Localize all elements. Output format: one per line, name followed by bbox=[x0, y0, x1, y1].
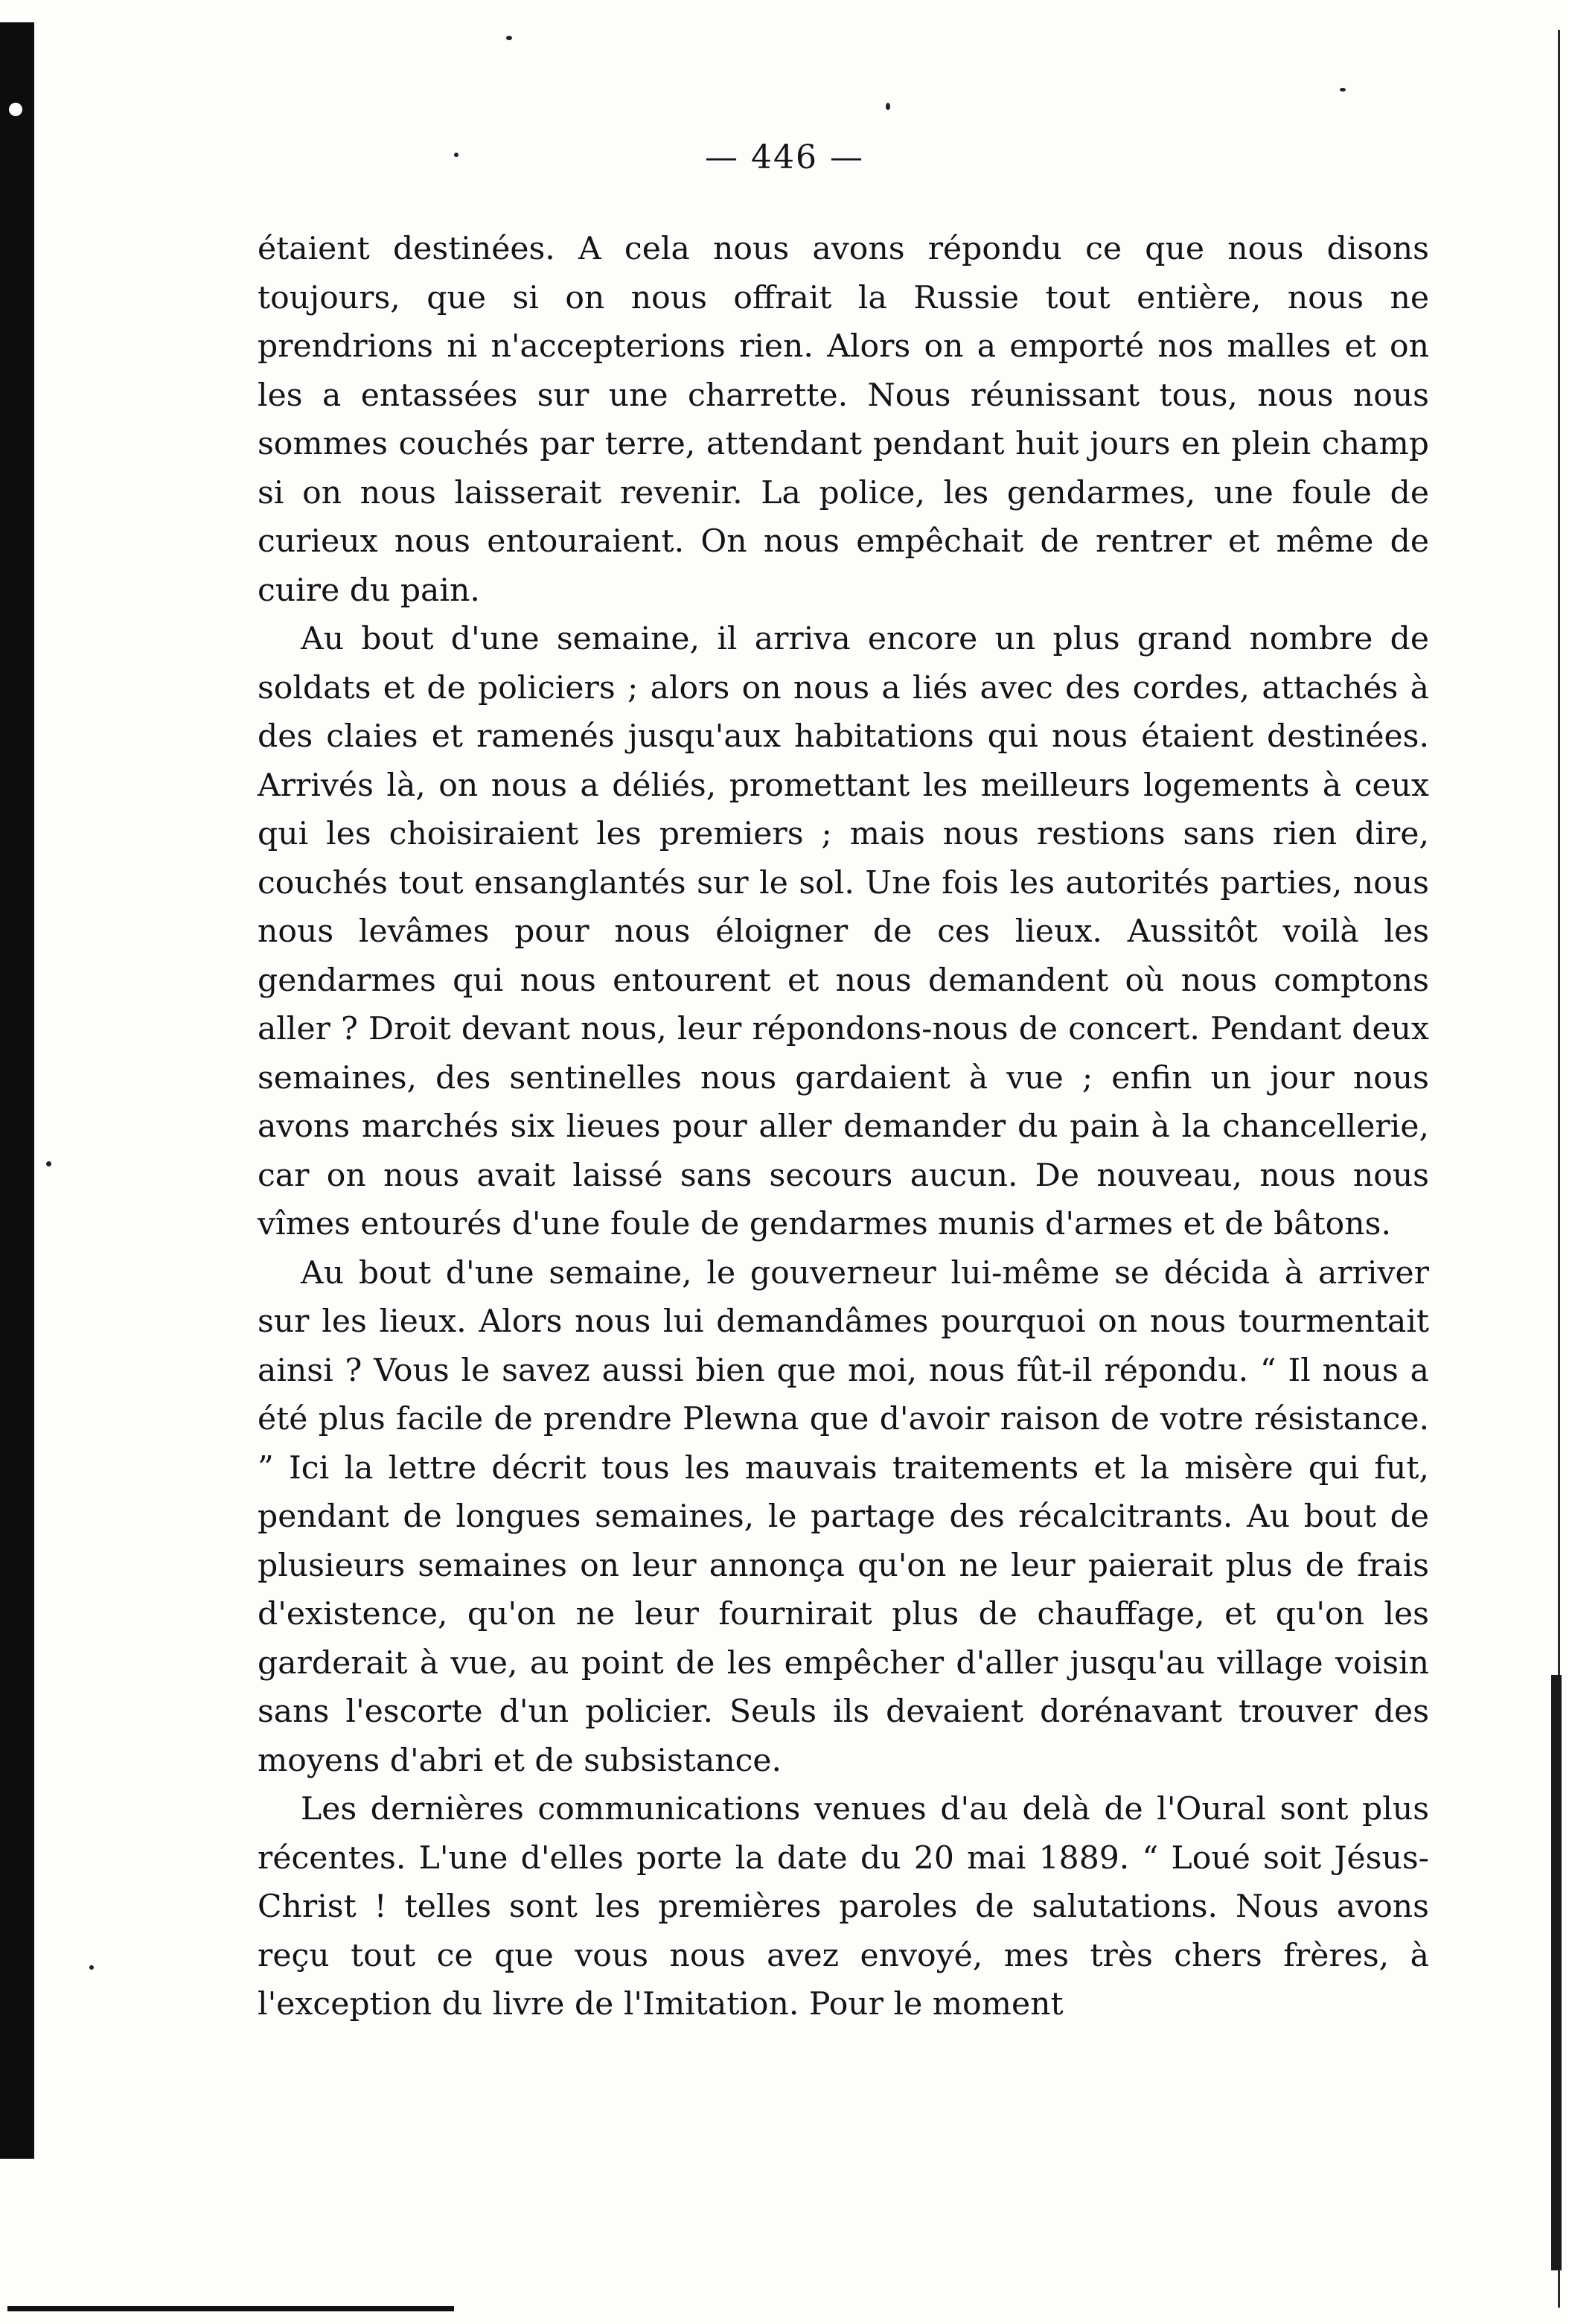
paragraph: Les dernières communications venues d'au delà de l'Oural sont plus récentes. L'une d'elles porte la date du 20 mai 1889. “ Loué soit Jésus-Christ ! telles sont les premières paroles de salutations. Nous avons reçu tout ce que vous nous avez envoyé, mes très chers frères, à l'exception du livre de l'Imitation. Pour le moment bbox=[258, 1791, 1429, 2023]
scan-speck bbox=[886, 103, 890, 110]
bottom-edge-shadow bbox=[7, 2306, 454, 2311]
scan-speck bbox=[46, 1161, 51, 1166]
paragraph: Au bout d'une semaine, le gouverneur lui-même se décida à arriver sur les lieux. Alors nous lui demandâmes pourquoi on nous tourmentait ainsi ? Vous le savez aussi bien que moi, nous fût-il répondu. “ Il nous a été plus facile de prendre Plewna que d'avoir raison de votre résistance. ” Ici la lettre décrit tous les mauvais traitements et la misère qui fut, pendant de longues semaines, le partage des récalcitrants. Au bout de plusieurs semaines on leur annonça qu'on ne leur paierait plus de frais d'existence, qu'on ne leur fournirait plus de chauffage, et qu'on les garderait à vue, au point de les empêcher d'aller jusqu'au village voisin sans l'escorte d'un policier. Seuls ils devaient dorénavant trouver des moyens d'abri et de subsistance. bbox=[258, 1254, 1429, 1779]
scan-speck bbox=[1340, 88, 1346, 92]
binding-hole bbox=[9, 103, 22, 116]
paragraph: étaient destinées. A cela nous avons répondu ce que nous disons toujours, que si on nous offrait la Russie tout entière, nous ne prendrions ni n'accepterions rien. Alors on a emporté nos malles et on les a entassées sur une charrette. Nous réunissant tous, nous nous sommes couchés par terre, attendant pendant huit jours en plein champ si on nous laisserait revenir. La police, les gendarmes, une foule de curieux nous entouraient. On nous empêchait de rentrer et même de cuire du pain. bbox=[258, 231, 1429, 609]
scan-speck bbox=[89, 1965, 94, 1970]
scan-speck bbox=[506, 36, 512, 40]
binding-shadow bbox=[0, 22, 34, 2159]
paragraph: Au bout d'une semaine, il arriva encore un plus grand nombre de soldats et de policiers ; alors on nous a liés avec des cordes, attachés à des claies et ramenés jusqu'aux habitations qui nous étaient destinées. Arrivés là, on nous a déliés, promettant les meilleurs logements à ceux qui les choisiraient les premiers ; mais nous restions sans rien dire, couchés tout ensanglantés sur le sol. Une fois les autorités parties, nous nous levâmes pour nous éloigner de ces lieux. Aussitôt voilà les gendarmes qui nous entourent et nous demandent où nous comptons aller ? Droit devant nous, leur répondons-nous de concert. Pendant deux semaines, des sentinelles nous gardaient à vue ; enfin un jour nous avons marchés six lieues pour aller demander du pain à la chancellerie, car on nous avait laissé sans secours aucun. De nouveau, nous nous vîmes entourés d'une foule de gendarmes munis d'armes et de bâtons. bbox=[258, 621, 1429, 1242]
page-edge-shadow bbox=[1551, 1675, 1562, 2270]
page-number: — 446 — bbox=[705, 138, 864, 176]
body-text bbox=[258, 225, 1429, 2029]
